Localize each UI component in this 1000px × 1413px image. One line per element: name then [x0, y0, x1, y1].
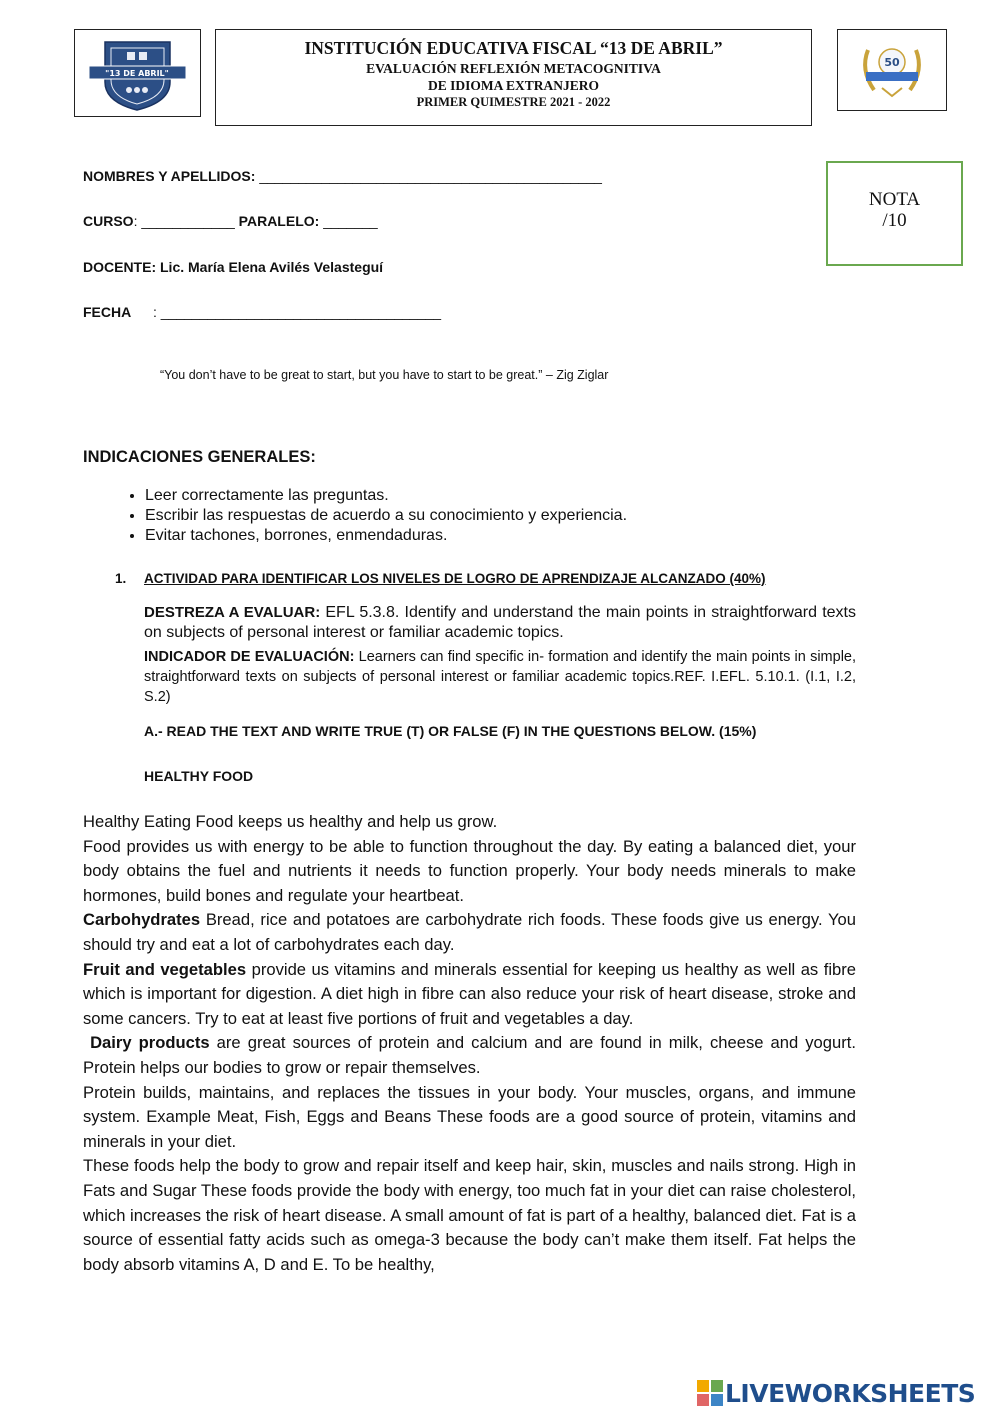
parallel-label: PARALELO: — [238, 213, 320, 229]
name-blank[interactable]: ____________________________________________ — [259, 168, 602, 184]
parallel-blank[interactable]: _______ — [323, 213, 378, 229]
reading-paragraph: These foods help the body to grow and repair itself and keep hair, skin, muscles and nails strong. High in Fats and Sugar These foods provide the body with energy, too much fat in your diet can raise cholesterol, which increases the risk of heart disease. A small amount of fat is part of a healthy, balanced diet. Fat is a source of essential fatty acids such as omega-3 because the body can’t make them itself. Fat helps the body absorb vitamins A, D and E. To be healthy, — [83, 1156, 856, 1274]
date-blank[interactable]: : ____________________________________ — [153, 304, 442, 320]
date-label: FECHA — [83, 304, 132, 320]
reading-paragraph: Healthy Eating Food keeps us healthy and help us grow. — [83, 812, 498, 831]
reading-paragraph: Food provides us with energy to be able to function throughout the day. By eating a balanced diet, your body obtains the fuel and nutrients it needs to function properly. Your body needs minerals to make hormones, build bones and regulate your heartbeat. — [83, 836, 856, 905]
general-instructions-list — [105, 486, 627, 546]
reading-paragraph: Dairy products are great sources of protein and calcium and are found in milk, cheese and yogurt. Protein helps our bodies to grow or repair themselves. — [83, 1033, 856, 1077]
left-logo-box — [74, 29, 201, 117]
anniversary-laurel-logo — [838, 30, 946, 110]
header-line-2: EVALUACIÓN REFLEXIÓN METACOGNITIVA — [366, 61, 661, 76]
teacher-field: DOCENTE: Lic. María Elena Avilés Velasteguí — [83, 259, 384, 275]
reading-title: HEALTHY FOOD — [144, 768, 254, 784]
carbohydrates-label: Carbohydrates — [83, 910, 201, 930]
instruction-item: • Evitar tachones, borrones, enmendaduras. — [145, 526, 627, 546]
course-field — [83, 213, 378, 229]
indicator-label: INDICADOR DE EVALUACIÓN: — [144, 649, 355, 665]
name-label: NOMBRES Y APELLIDOS: — [83, 168, 256, 184]
motivational-quote: “You don’t have to be great to start, but you have to start to be great.” – Zig Ziglar — [160, 368, 609, 382]
grade-label: NOTA — [868, 189, 921, 210]
school-shield-logo — [75, 30, 200, 116]
activity-number: 1. — [115, 571, 127, 586]
course-blank[interactable]: : ____________ — [133, 213, 235, 229]
liveworksheets-logo-icon — [697, 1380, 723, 1406]
skill-block — [144, 603, 856, 643]
indicator-block — [144, 647, 856, 707]
header-title-box — [215, 29, 812, 126]
grade-box — [826, 161, 963, 266]
name-field — [83, 168, 602, 184]
indicator-text: Learners can find specific in- formation and identify the main points in simple, straightforward texts on subjects of personal interest or familiar academic topics.REF. I.EFL. 5.10.1. (I.1, I.2, S.2) — [144, 649, 857, 705]
date-field — [83, 304, 441, 320]
general-instructions-title: INDICACIONES GENERALES: — [83, 448, 316, 466]
reading-text — [83, 810, 856, 1277]
grade-value: /10 — [882, 210, 907, 231]
logo-left-text: "13 DE ABRIL" — [105, 69, 169, 78]
header-line-4: PRIMER QUIMESTRE 2021 - 2022 — [416, 95, 611, 109]
skill-label: DESTREZA A EVALUAR: — [144, 604, 321, 621]
reading-paragraph: Fruit and vegetables provide us vitamins and minerals essential for keeping us healthy as well as fibre which is important for digestion. A diet high in fibre can also reduce your risk of heart disease, stroke and some cancers. Try to eat at least five portions of fruit and vegetables a day. — [83, 959, 856, 1028]
right-logo-box — [837, 29, 947, 111]
reading-paragraph: Carbohydrates Bread, rice and potatoes are carbohydrate rich foods. These foods give us energy. You should try and eat a lot of carbohydrates each day. — [83, 910, 856, 954]
fruit-vegetables-label: Fruit and vegetables — [83, 959, 247, 979]
activity-title: ACTIVIDAD PARA IDENTIFICAR LOS NIVELES DE LOGRO DE APRENDIZAJE ALCANZADO (40%) — [144, 571, 766, 586]
skill-text: EFL 5.3.8. Identify and understand the main points in straightforward texts on subjects of personal interest or familiar academic topics. — [144, 604, 856, 641]
logo-right-text: 50 — [884, 56, 900, 69]
course-label: CURSO — [83, 213, 134, 229]
instruction-item: • Leer correctamente las preguntas. — [145, 486, 627, 506]
watermark-text: LIVEWORKSHEETS — [725, 1378, 976, 1408]
instruction-item: • Escribir las respuestas de acuerdo a su conocimiento y experiencia. — [145, 506, 627, 526]
reading-paragraph: Protein builds, maintains, and replaces the tissues in your body. Your muscles, organs, and immune system. Example Meat, Fish, Eggs and Beans These foods are a good source of protein, vitamins and minerals in your diet. — [83, 1082, 856, 1151]
reading-instruction: A.- READ THE TEXT AND WRITE TRUE (T) OR FALSE (F) IN THE QUESTIONS BELOW. (15%) — [144, 723, 757, 739]
header-line-3: DE IDIOMA EXTRANJERO — [427, 78, 600, 93]
liveworksheets-watermark — [697, 1378, 975, 1408]
school-name: INSTITUCIÓN EDUCATIVA FISCAL “13 DE ABRIL” — [304, 38, 723, 58]
dairy-label: Dairy products — [90, 1033, 210, 1053]
